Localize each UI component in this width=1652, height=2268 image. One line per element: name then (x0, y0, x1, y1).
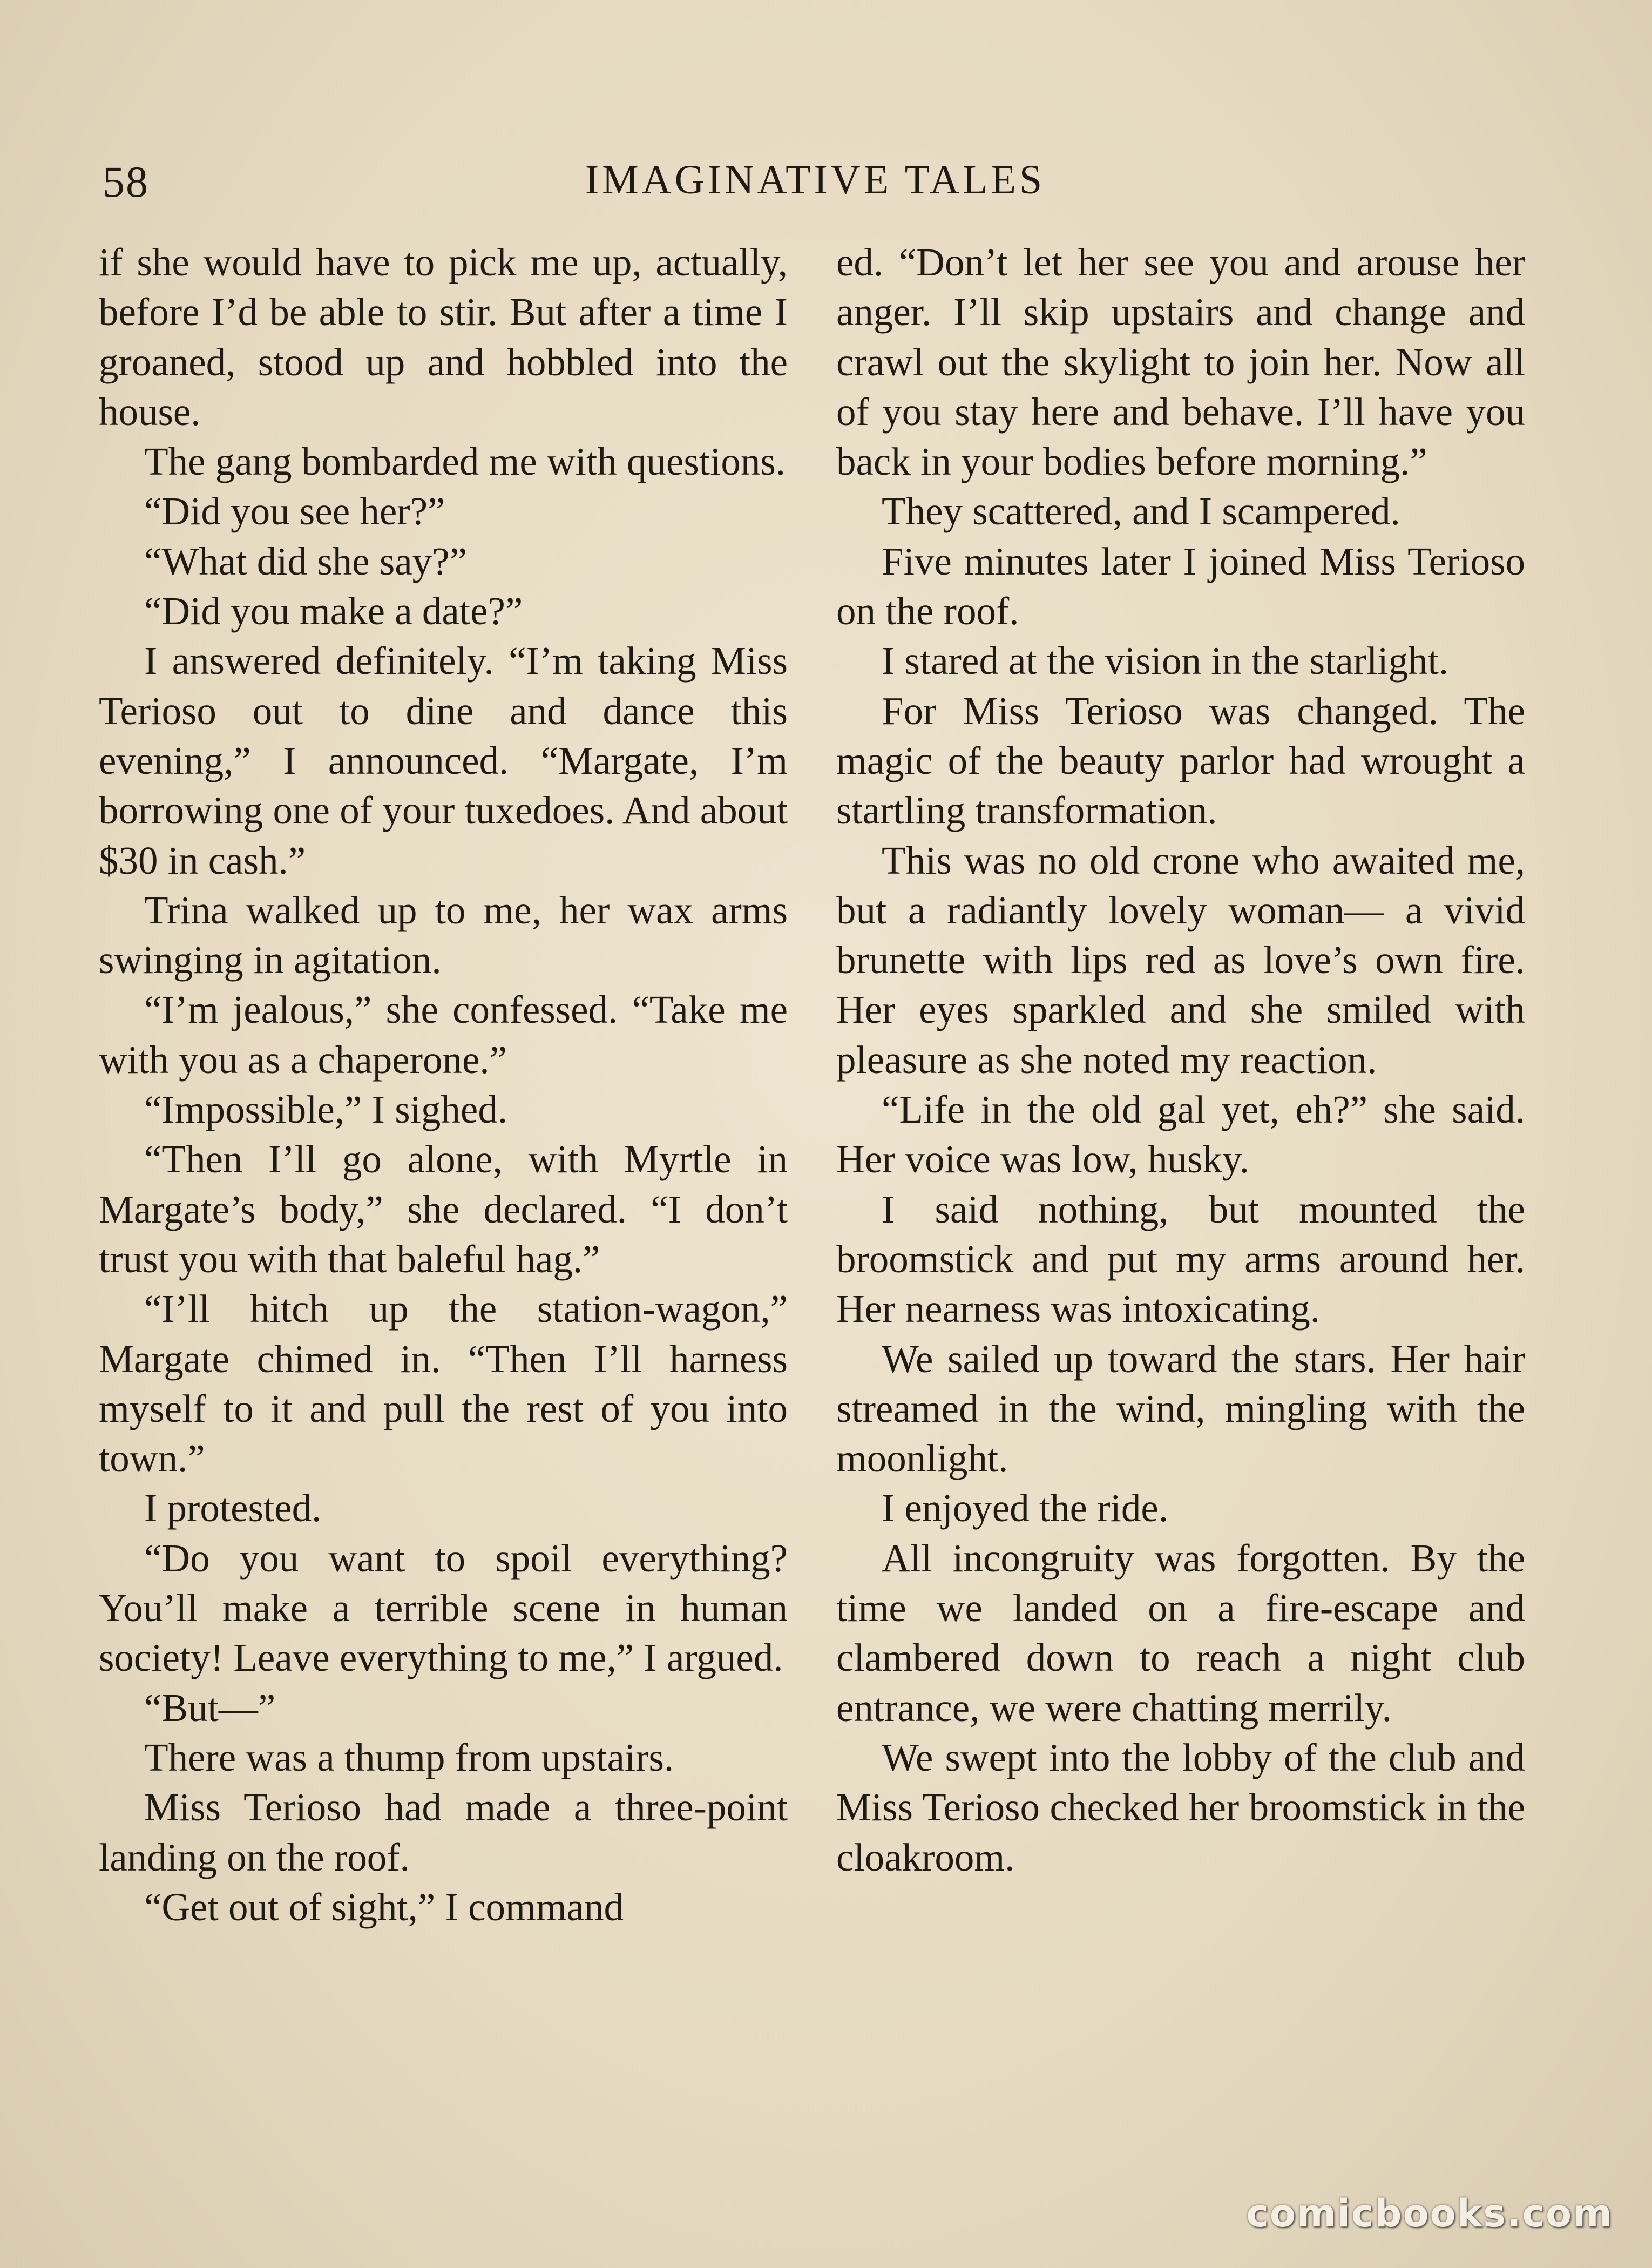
paragraph: “Then I’ll go alone, with Myrtle in Margate’s body,” she declared. “I don’t trust you with that baleful hag.” (99, 1137, 788, 1281)
paragraph: “Impossible,” I sighed. (144, 1088, 508, 1132)
paragraph: “Do you want to spoil everything? You’ll make a terrible scene in human society! Leave everything to me,” I argued. (99, 1536, 788, 1680)
watermark-logo: comicbooks.com (1246, 2191, 1613, 2236)
paragraph: We sailed up toward the stars. Her hair streamed in the wind, mingling with the moonlight. (836, 1336, 1525, 1481)
left-column (99, 238, 788, 2192)
paragraph: I protested. (144, 1486, 322, 1530)
paragraph: I stared at the vision in the starlight. (882, 639, 1449, 683)
paragraph: “Get out of sight,” I command (144, 1885, 624, 1929)
paragraph: We swept into the lobby of the club and Miss Terioso checked her broomstick in the cloakroom. (836, 1735, 1525, 1879)
paragraph: The gang bombarded me with questions. (144, 440, 786, 484)
paragraph: There was a thump from upstairs. (144, 1735, 674, 1779)
right-column (836, 238, 1525, 2192)
paragraph: Trina walked up to me, her wax arms swinging in agitation. (99, 888, 788, 982)
page-header (103, 151, 1528, 211)
paragraph: “I’m jealous,” she confessed. “Take me with you as a chaperone.” (99, 988, 788, 1082)
paragraph: “Did you make a date?” (144, 589, 523, 633)
paragraph: ed. “Don’t let her see you and arouse her anger. I’ll skip upstairs and change and crawl out the skylight to join her. Now all of you stay here and behave. I’ll have you back in your bodies before morning.” (836, 240, 1525, 484)
paragraph: Five minutes later I joined Miss Terioso on the roof. (836, 539, 1525, 633)
paragraph: Miss Terioso had made a three-point landing on the roof. (99, 1785, 788, 1879)
paragraph: “Life in the old gal yet, eh?” she said. Her voice was low, husky. (836, 1088, 1525, 1182)
paragraph: I said nothing, but mounted the broomstick and put my arms around her. Her nearness was intoxicating. (836, 1187, 1525, 1331)
paragraph: This was no old crone who awaited me, but a radiantly lovely woman— a vivid brunette with lips red as love’s own fire. Her eyes sparkled and she smiled with pleasure as she noted my reaction. (836, 838, 1525, 1082)
paragraph: “I’ll hitch up the station-wagon,” Margate chimed in. “Then I’ll harness myself to it and pull the rest of you into town.” (99, 1287, 788, 1481)
paragraph: I answered definitely. “I’m taking Miss Terioso out to dine and dance this evening,” I announced. “Margate, I’m borrowing one of your tuxedoes. And about $30 in cash.” (99, 639, 788, 882)
paragraph: All incongruity was forgotten. By the time we landed on a fire-escape and clambered down to reach a night club entrance, we were chatting merrily. (836, 1536, 1525, 1730)
paragraph: “What did she say?” (144, 539, 467, 583)
paragraph: I enjoyed the ride. (882, 1486, 1169, 1530)
page-number: 58 (103, 157, 149, 206)
paragraph: “But—” (144, 1685, 276, 1730)
paragraph: They scattered, and I scampered. (882, 489, 1400, 534)
running-title: IMAGINATIVE TALES (585, 157, 1046, 202)
paragraph: “Did you see her?” (144, 489, 445, 534)
paragraph: if she would have to pick me up, actually, before I’d be able to stir. But after a time I groaned, stood up and hobbled into the house. (99, 240, 788, 434)
paragraph: For Miss Terioso was changed. The magic of the beauty parlor had wrought a startling transformation. (836, 688, 1525, 833)
